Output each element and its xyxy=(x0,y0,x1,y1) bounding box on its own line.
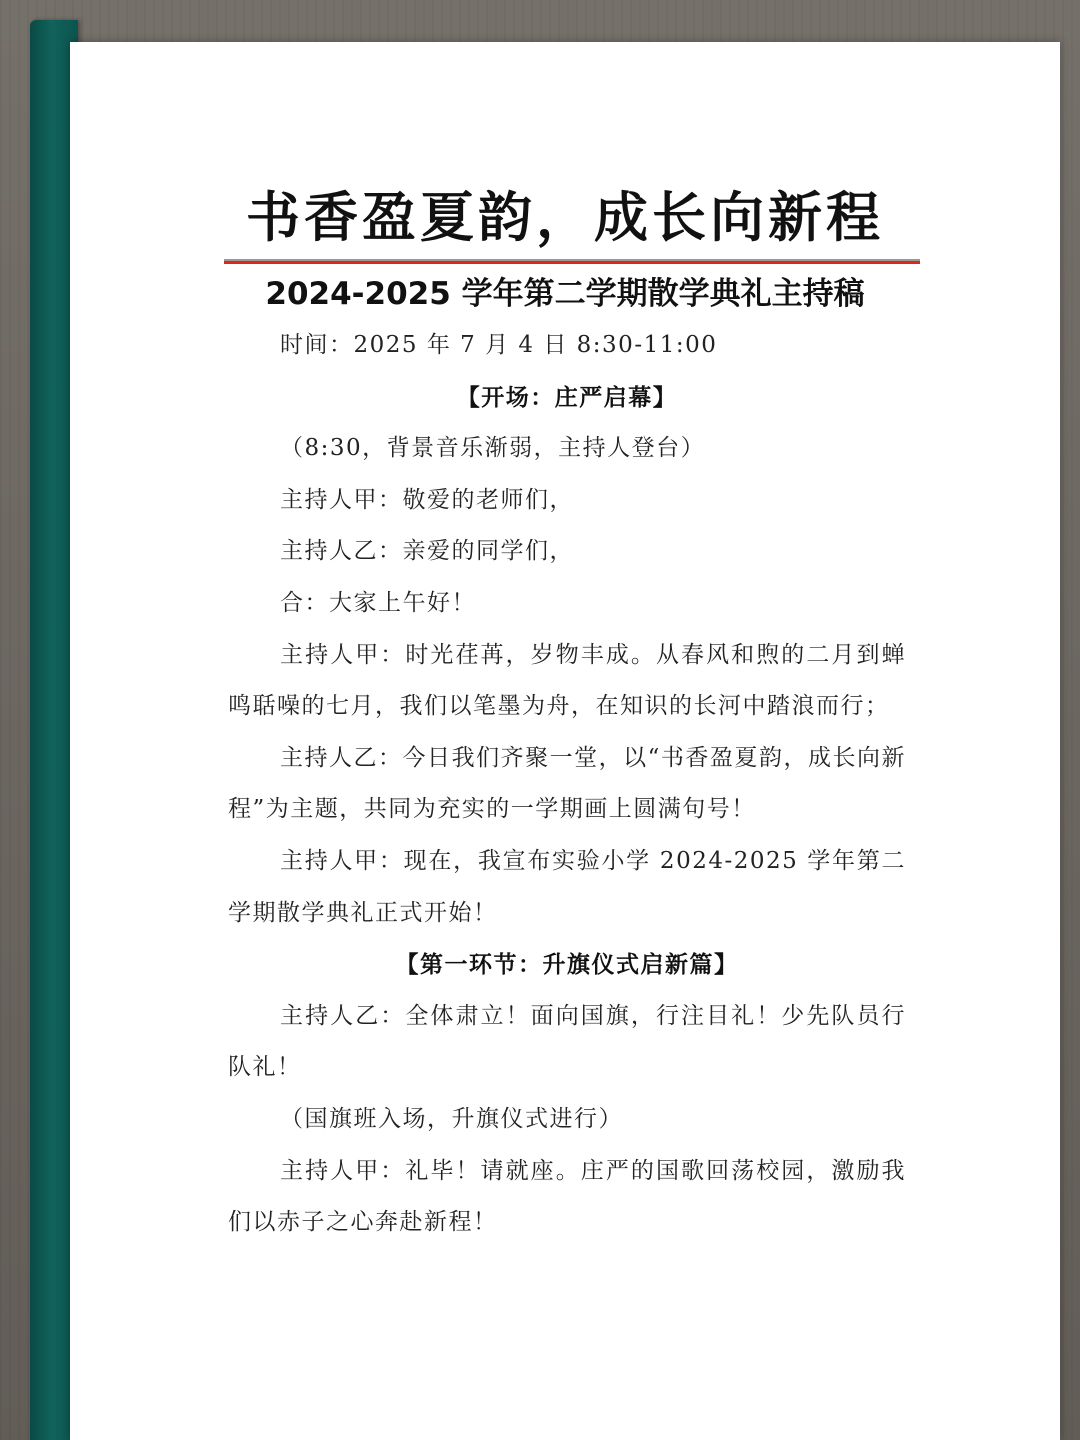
section-heading: 【开场：庄严启幕】 xyxy=(456,383,678,411)
script-line: 主持人乙：亲爱的同学们， xyxy=(280,538,574,565)
section-heading: 【第一环节：升旗仪式启新篇】 xyxy=(395,951,739,979)
script-line: 主持人甲：时光荏苒，岁物丰成。从春风和煦的二月到蝉鸣聒噪的七月，我们以笔墨为舟，在知识的长河中踏浪而行； xyxy=(228,641,906,720)
stage-direction: （国旗班入场，升旗仪式进行） xyxy=(280,1105,623,1132)
script-line: 主持人甲：现在，我宣布实验小学 2024-2025 学年第二学期散学典礼正式开始！ xyxy=(228,847,906,926)
stage-direction: （8:30，背景音乐渐弱，主持人登台） xyxy=(280,435,706,462)
script-line: 合：大家上午好！ xyxy=(280,589,476,616)
script-line: 主持人乙：今日我们齐聚一堂，以“书香盈夏韵，成长向新程”为主题，共同为充实的一学期画上圆满句号！ xyxy=(228,744,906,823)
script-line: 主持人甲：敬爱的老师们， xyxy=(280,486,574,513)
time-line: 时间：2025 年 7 月 4 日 8:30-11:00 xyxy=(280,332,718,358)
document-body xyxy=(228,320,906,1249)
script-line: 主持人乙：全体肃立！面向国旗，行注目礼！少先队员行队礼！ xyxy=(228,1002,906,1081)
document-title: 书香盈夏韵，成长向新程 xyxy=(246,185,884,249)
script-line: 主持人甲：礼毕！请就座。庄严的国歌回荡校园，激励我们以赤子之心奔赴新程！ xyxy=(228,1157,906,1236)
document-subtitle: 2024-2025 学年第二学期散学典礼主持稿 xyxy=(265,276,865,312)
title-underline xyxy=(224,259,920,264)
